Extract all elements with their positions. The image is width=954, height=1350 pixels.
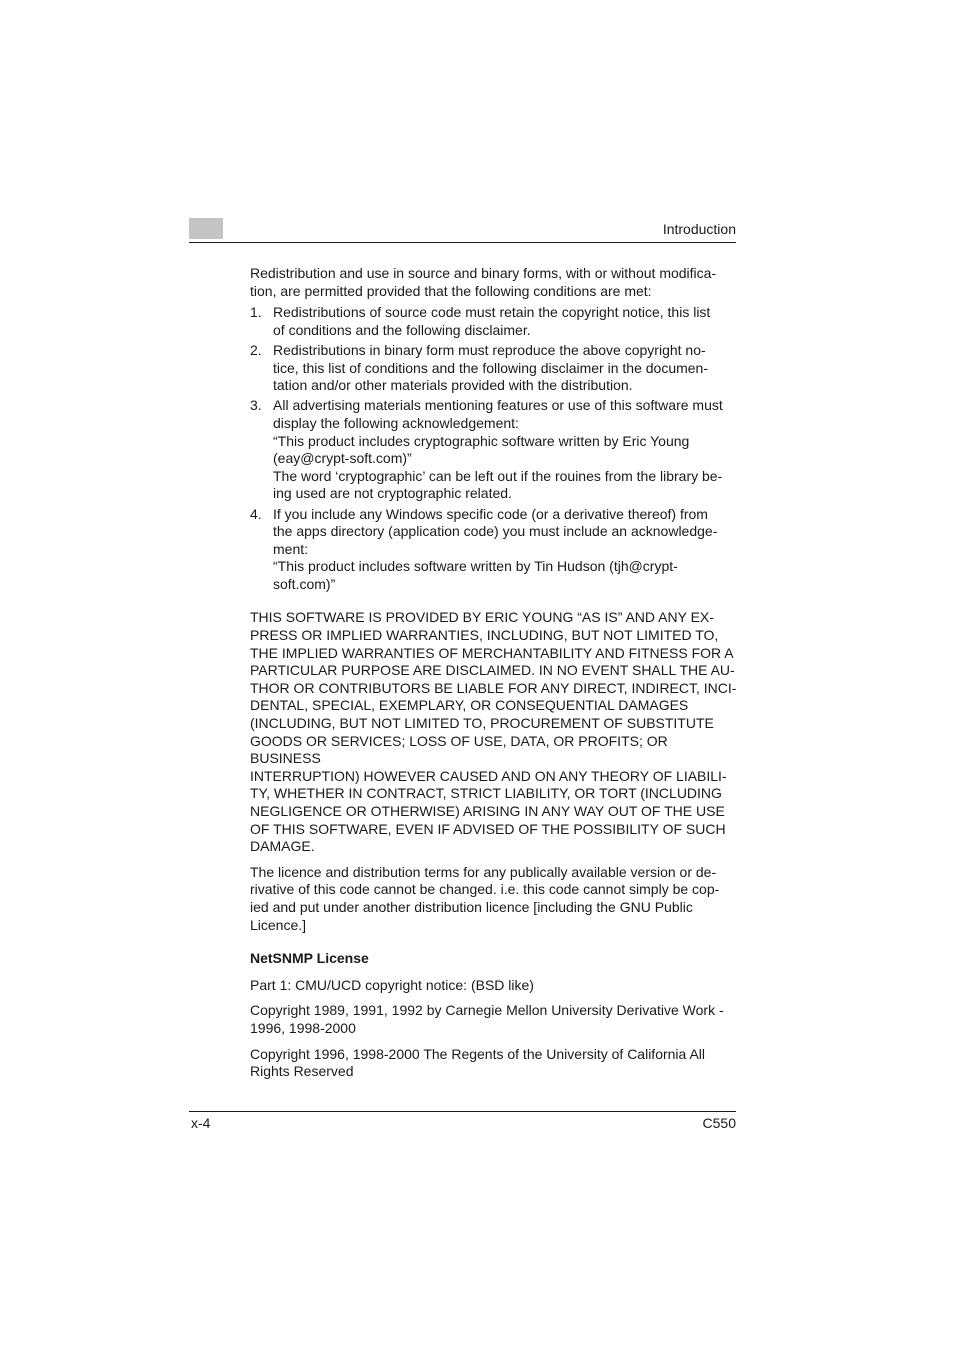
text-line: of conditions and the following disclaimer.: [273, 321, 531, 338]
text-line: INTERRUPTION) HOWEVER CAUSED AND ON ANY THEORY OF LIABILI-: [250, 767, 727, 784]
text-line: NEGLIGENCE OR OTHERWISE) ARISING IN ANY WAY OUT OF THE USE: [250, 803, 725, 819]
model-name: C550: [702, 1115, 736, 1131]
text-line: the apps directory (application code) you must include an acknowledge-: [273, 523, 718, 540]
text-line: tion, are permitted provided that the following conditions are met:: [250, 282, 652, 299]
text-line: ied and put under another distribution licence [including the GNU Public: [250, 898, 693, 915]
section-heading: NetSNMP License: [250, 950, 369, 967]
text-line: The licence and distribution terms for any publically available version or de-: [250, 863, 717, 880]
text-line: OF THIS SOFTWARE, EVEN IF ADVISED OF THE POSSIBILITY OF SUCH: [250, 820, 726, 837]
text-line: THIS SOFTWARE IS PROVIDED BY ERIC YOUNG “AS IS” AND ANY EX-: [250, 609, 714, 626]
text-line: THE IMPLIED WARRANTIES OF MERCHANTABILITY AND FITNESS FOR A: [250, 644, 734, 661]
body-content: [250, 265, 740, 1089]
text-line: DAMAGE.: [250, 838, 315, 855]
text-line: The word ‘cryptographic’ can be left out if the rouines from the library be-: [273, 467, 723, 484]
header-rule: [189, 242, 736, 243]
text-line: Rights Reserved: [250, 1063, 354, 1080]
list-number: 2.: [250, 341, 262, 358]
copyright-cmu-paragraph: [250, 1002, 740, 1037]
page-number: x-4: [191, 1115, 211, 1131]
text-line: tice, this list of conditions and the following disclaimer in the documen-: [273, 359, 708, 376]
list-number: 4.: [250, 505, 262, 522]
list-number: 1.: [250, 304, 262, 321]
list-item: [250, 304, 740, 339]
text-line: rivative of this code cannot be changed. i.e. this code cannot simply be cop-: [250, 881, 720, 898]
text-line: TY, WHETHER IN CONTRACT, STRICT LIABILITY, OR TORT (INCLUDING: [250, 785, 722, 802]
text-line: GOODS OR SERVICES; LOSS OF USE, DATA, OR PROFITS; OR BUSINESS: [250, 732, 668, 767]
list-item: [250, 397, 740, 503]
text-line: (eay@crypt-soft.com)”: [273, 450, 412, 467]
licence-paragraph: [250, 864, 740, 934]
list-number: 3.: [250, 397, 262, 414]
list-item: [250, 342, 740, 395]
copyright-uc-paragraph: [250, 1046, 740, 1081]
text-line: PRESS OR IMPLIED WARRANTIES, INCLUDING, BUT NOT LIMITED TO,: [250, 627, 719, 644]
list-item: [250, 506, 740, 594]
text-line: Copyright 1996, 1998-2000 The Regents of the University of California All: [250, 1045, 706, 1062]
text-line: PARTICULAR PURPOSE ARE DISCLAIMED. IN NO EVENT SHALL THE AU-: [250, 662, 735, 679]
text-line: “This product includes cryptographic software written by Eric Young: [273, 432, 690, 449]
intro-paragraph: [250, 265, 740, 300]
conditions-list: [250, 304, 740, 593]
part1-paragraph: Part 1: CMU/UCD copyright notice: (BSD like): [250, 976, 534, 993]
text-line: Redistribution and use in source and binary forms, with or without modifica-: [250, 265, 717, 281]
footer-rule: [189, 1111, 736, 1112]
text-line: ment:: [273, 540, 309, 557]
text-line: THOR OR CONTRIBUTORS BE LIABLE FOR ANY DIRECT, INDIRECT, INCI-: [250, 679, 737, 696]
text-line: Redistributions in binary form must reproduce the above copyright no-: [273, 341, 706, 358]
text-line: DENTAL, SPECIAL, EXEMPLARY, OR CONSEQUENTIAL DAMAGES: [250, 697, 689, 714]
text-line: 1996, 1998-2000: [250, 1019, 356, 1036]
text-line: soft.com)”: [273, 575, 336, 592]
text-line: ing used are not cryptographic related.: [273, 485, 512, 502]
text-line: tation and/or other materials provided with the distribution.: [273, 377, 633, 394]
text-line: Redistributions of source code must retain the copyright notice, this list: [273, 304, 711, 321]
chapter-tab-marker: [189, 218, 223, 239]
text-line: (INCLUDING, BUT NOT LIMITED TO, PROCUREMENT OF SUBSTITUTE: [250, 715, 714, 732]
text-line: Licence.]: [250, 916, 307, 933]
text-line: “This product includes software written by Tin Hudson (tjh@crypt-: [273, 558, 678, 575]
text-line: If you include any Windows specific code (or a derivative thereof) from: [273, 505, 708, 522]
text-line: display the following acknowledgement:: [273, 414, 519, 431]
text-line: All advertising materials mentioning features or use of this software must: [273, 397, 723, 414]
text-line: Copyright 1989, 1991, 1992 by Carnegie Mellon University Derivative Work -: [250, 1002, 724, 1019]
running-header-title: Introduction: [662, 221, 736, 237]
disclaimer-paragraph: [250, 609, 740, 855]
